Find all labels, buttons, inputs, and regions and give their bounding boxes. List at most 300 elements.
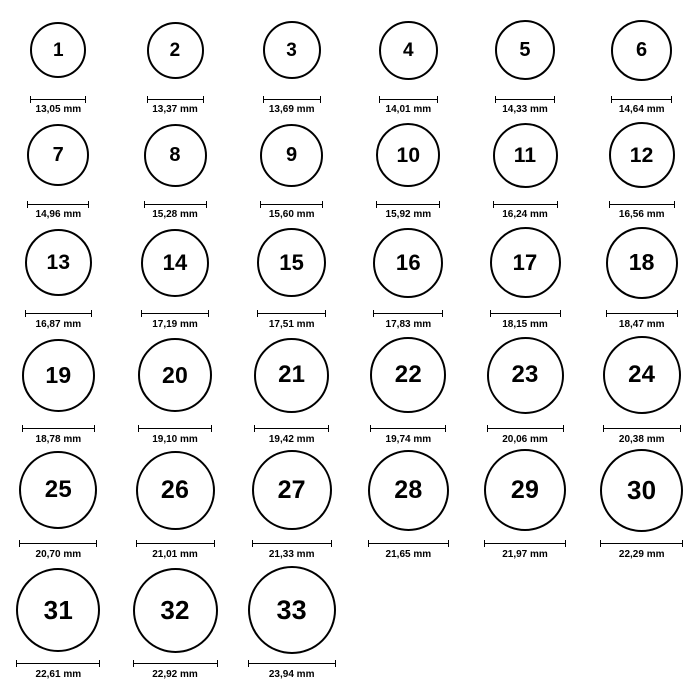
ring-size-cell[interactable] [117,445,234,565]
diameter-label: 19,10 mm [152,434,198,445]
ring-size-cell[interactable] [233,220,350,330]
measure-line [376,204,440,205]
ring-size-number: 24 [628,361,656,388]
measure-tick-left [136,540,137,547]
size-row [0,115,700,220]
ring-size-number: 30 [627,475,657,505]
ring-size-number: 32 [160,595,190,625]
ring-size-cell[interactable] [350,445,467,565]
diameter-label: 13,69 mm [268,104,315,115]
ring-size-number: 31 [43,595,73,625]
measure-line [484,543,566,544]
ring-size-number: 10 [396,143,421,167]
measure-tick-left [22,425,23,432]
measure-line [22,428,95,429]
ring-size-number: 4 [402,39,414,61]
ring-circle-wrap [19,445,97,535]
measure-tick-left [611,96,612,103]
diameter-label: 21,65 mm [385,549,432,560]
measure-tick-right [208,310,209,317]
ring-size-number: 19 [45,361,72,388]
ring-size-cell[interactable] [0,10,117,115]
ring-circle [493,123,558,188]
diameter-label: 15,92 mm [385,209,432,220]
measure-line [141,313,209,314]
diameter-label: 21,97 mm [502,549,548,560]
diameter-label: 17,51 mm [268,319,315,330]
measure-tick-right [328,425,329,432]
diameter-label: 20,06 mm [502,434,548,445]
ring-circle-wrap [263,10,321,91]
size-row [0,330,700,445]
measure-tick-left [600,540,601,547]
ring-size-cell[interactable] [117,565,234,680]
diameter-label: 13,05 mm [35,104,82,115]
ring-size-cell[interactable] [467,115,584,220]
diameter-measure-bar [138,425,212,432]
ring-circle [248,566,336,654]
ring-size-number: 21 [278,361,306,388]
ring-circle [600,449,683,532]
ring-circle-wrap [248,565,336,655]
ring-circle [368,450,449,531]
measure-tick-left [25,310,26,317]
measure-tick-right [439,201,440,208]
ring-size-number: 2 [169,39,181,61]
measure-tick-right [565,540,566,547]
size-row [0,10,700,115]
ring-circle [495,20,555,80]
measure-line [370,428,446,429]
measure-tick-left [376,201,377,208]
ring-circle [603,336,681,414]
diameter-measure-bar [493,201,558,207]
ring-size-number: 28 [394,475,423,504]
ring-circle [609,122,675,188]
measure-tick-right [99,660,100,667]
empty-cell [583,565,700,680]
measure-tick-right [442,310,443,317]
ring-size-cell[interactable] [117,10,234,115]
ring-circle [254,338,329,413]
measure-tick-right [335,660,336,667]
ring-size-cell[interactable] [350,330,467,445]
ring-circle-wrap [495,10,555,91]
diameter-measure-bar [606,310,678,317]
measure-tick-left [370,425,371,432]
ring-size-cell[interactable] [583,10,700,115]
ring-size-cell[interactable] [0,115,117,220]
diameter-measure-bar [144,201,207,207]
diameter-label: 19,74 mm [385,434,432,445]
measure-tick-right [322,201,323,208]
diameter-label: 16,24 mm [502,209,548,220]
ring-size-cell[interactable] [350,10,467,115]
measure-tick-left [490,310,491,317]
ring-size-cell[interactable] [0,565,117,680]
diameter-measure-bar [22,425,95,432]
ring-circle [25,229,92,296]
diameter-label: 16,87 mm [35,319,82,330]
measure-tick-left [16,660,17,667]
ring-size-number: 1 [52,39,64,61]
ring-circle-wrap [490,220,561,305]
diameter-label: 23,94 mm [268,669,315,680]
measure-tick-right [85,96,86,103]
diameter-measure-bar [373,310,443,317]
diameter-measure-bar [379,96,438,102]
diameter-label: 18,47 mm [618,319,665,330]
ring-size-number: 11 [513,143,537,167]
measure-line [138,428,212,429]
ring-circle [606,227,678,299]
ring-size-number: 23 [511,361,539,388]
measure-line [254,428,329,429]
ring-circle [379,21,438,80]
measure-line [490,313,561,314]
measure-tick-left [19,540,20,547]
ring-size-number: 20 [162,361,188,388]
ring-size-number: 22 [394,361,422,388]
measure-tick-left [603,425,604,432]
diameter-label: 18,78 mm [35,434,82,445]
diameter-measure-bar [263,96,321,102]
ring-circle-wrap [609,115,675,196]
ring-size-cell[interactable] [583,220,700,330]
ring-circle [19,451,97,529]
ring-circle-wrap [22,330,95,420]
measure-line [133,663,218,664]
measure-line [263,99,321,100]
measure-tick-right [91,310,92,317]
measure-tick-right [320,96,321,103]
ring-size-number: 27 [277,475,306,504]
measure-line [493,204,558,205]
ring-circle-wrap [254,330,329,420]
diameter-measure-bar [147,96,204,102]
ring-circle [30,22,86,78]
ring-circle [138,338,212,412]
ring-size-cell[interactable] [350,220,467,330]
measure-line [606,313,678,314]
ring-circle-wrap [260,115,323,196]
measure-tick-right [560,310,561,317]
ring-circle [27,124,89,186]
ring-circle-wrap [25,220,92,305]
diameter-label: 15,60 mm [268,209,315,220]
diameter-measure-bar [611,96,672,102]
ring-circle [252,450,332,530]
ring-size-cell[interactable] [117,220,234,330]
measure-line [30,99,86,100]
measure-tick-right [88,201,89,208]
ring-size-cell[interactable] [583,115,700,220]
measure-tick-left [144,201,145,208]
measure-tick-right [557,201,558,208]
measure-tick-right [680,425,681,432]
diameter-label: 16,56 mm [618,209,665,220]
size-row [0,220,700,330]
diameter-measure-bar [376,201,440,207]
size-row [0,565,700,680]
diameter-label: 17,83 mm [385,319,432,330]
ring-circle [490,227,561,298]
diameter-label: 22,61 mm [35,669,82,680]
diameter-label: 14,64 mm [618,104,665,115]
measure-tick-left [252,540,253,547]
ring-size-number: 3 [286,39,298,61]
measure-tick-right [445,425,446,432]
ring-circle [22,339,95,412]
ring-circle-wrap [487,330,564,420]
ring-circle [133,568,218,653]
measure-tick-left [260,201,261,208]
ring-circle [370,337,446,413]
measure-tick-left [138,425,139,432]
measure-tick-left [379,96,380,103]
measure-tick-left [263,96,264,103]
measure-line [368,543,449,544]
diameter-measure-bar [133,660,218,667]
ring-size-cell[interactable] [467,330,584,445]
ring-size-cell[interactable] [0,220,117,330]
diameter-measure-bar [484,540,566,547]
ring-circle-wrap [257,220,326,305]
ring-size-number: 9 [286,144,298,167]
ring-size-number: 5 [519,39,531,62]
ring-size-number: 25 [44,476,72,503]
diameter-measure-bar [136,540,215,547]
measure-line [27,204,89,205]
ring-size-number: 29 [510,475,540,504]
measure-tick-right [682,540,683,547]
diameter-measure-bar [141,310,209,317]
diameter-measure-bar [603,425,681,432]
diameter-measure-bar [27,201,89,207]
diameter-label: 14,96 mm [35,209,82,220]
measure-tick-right [331,540,332,547]
measure-line [495,99,555,100]
diameter-label: 14,01 mm [385,104,432,115]
diameter-label: 18,15 mm [502,319,548,330]
diameter-measure-bar [252,540,332,547]
measure-tick-right [563,425,564,432]
ring-circle [373,228,443,298]
ring-size-number: 14 [162,249,188,275]
diameter-label: 19,42 mm [268,434,315,445]
measure-tick-left [257,310,258,317]
measure-tick-right [211,425,212,432]
diameter-label: 21,01 mm [152,549,198,560]
measure-tick-left [248,660,249,667]
measure-tick-left [368,540,369,547]
ring-circle [263,21,321,79]
ring-circle-wrap [493,115,558,196]
ring-size-number: 8 [169,144,181,167]
diameter-measure-bar [370,425,446,432]
ring-circle-wrap [16,565,100,655]
measure-tick-right [214,540,215,547]
ring-size-number: 33 [276,594,307,625]
empty-cell [467,565,584,680]
measure-line [16,663,100,664]
ring-size-cell[interactable] [233,330,350,445]
measure-line [136,543,215,544]
measure-tick-right [671,96,672,103]
measure-tick-left [493,201,494,208]
ring-size-cell[interactable] [117,330,234,445]
ring-circle-wrap [27,115,89,196]
measure-tick-left [484,540,485,547]
ring-size-cell[interactable] [467,220,584,330]
measure-line [252,543,332,544]
ring-circle-wrap [600,445,683,535]
diameter-measure-bar [30,96,86,102]
ring-circle-wrap [30,10,86,91]
measure-tick-left [30,96,31,103]
ring-size-cell[interactable] [583,330,700,445]
diameter-measure-bar [25,310,92,317]
measure-tick-right [674,201,675,208]
ring-circle-wrap [133,565,218,655]
ring-circle [141,229,209,297]
ring-circle-wrap [252,445,332,535]
measure-line [260,204,323,205]
measure-tick-left [606,310,607,317]
ring-size-cell[interactable] [0,330,117,445]
ring-size-cell[interactable] [233,10,350,115]
diameter-label: 21,33 mm [268,549,315,560]
ring-circle-wrap [376,115,440,196]
measure-line [25,313,92,314]
ring-size-cell[interactable] [467,10,584,115]
ring-size-cell[interactable] [350,115,467,220]
ring-circle-wrap [141,220,209,305]
ring-size-cell[interactable] [467,445,584,565]
diameter-measure-bar [19,540,97,547]
ring-circle [611,20,672,81]
measure-line [611,99,672,100]
diameter-measure-bar [257,310,326,317]
diameter-measure-bar [600,540,683,547]
measure-tick-left [609,201,610,208]
diameter-measure-bar [368,540,449,547]
measure-tick-right [437,96,438,103]
diameter-measure-bar [16,660,100,667]
ring-size-cell[interactable] [117,115,234,220]
measure-tick-left [254,425,255,432]
measure-line [600,543,683,544]
measure-tick-right [203,96,204,103]
ring-circle-wrap [373,220,443,305]
ring-circle-wrap [606,220,678,305]
measure-tick-right [325,310,326,317]
measure-tick-right [448,540,449,547]
measure-tick-left [27,201,28,208]
diameter-label: 15,28 mm [152,209,198,220]
measure-tick-right [554,96,555,103]
diameter-label: 22,92 mm [152,669,198,680]
diameter-label: 22,29 mm [618,549,665,560]
ring-circle-wrap [136,445,215,535]
ring-size-number: 12 [629,143,654,167]
ring-circle [144,124,207,187]
diameter-measure-bar [487,425,564,432]
diameter-label: 14,33 mm [502,104,548,115]
ring-circle [16,568,100,652]
measure-line [487,428,564,429]
ring-circle-wrap [370,330,446,420]
diameter-label: 20,70 mm [35,549,82,560]
ring-circle-wrap [379,10,438,91]
ring-circle-wrap [138,330,212,420]
ring-circle-wrap [144,115,207,196]
ring-size-cell[interactable] [233,115,350,220]
measure-line [379,99,438,100]
ring-size-cell[interactable] [233,445,350,565]
measure-tick-left [373,310,374,317]
ring-circle-wrap [603,330,681,420]
ring-circle [376,123,440,187]
measure-line [373,313,443,314]
ring-circle [260,124,323,187]
measure-line [19,543,97,544]
diameter-label: 13,37 mm [152,104,198,115]
ring-circle [136,451,215,530]
ring-circle-wrap [368,445,449,535]
diameter-measure-bar [254,425,329,432]
ring-size-cell[interactable] [233,565,350,680]
ring-circle [147,22,204,79]
measure-tick-right [677,310,678,317]
ring-circle [257,228,326,297]
diameter-measure-bar [260,201,323,207]
ring-circle-wrap [147,10,204,91]
diameter-measure-bar [609,201,675,207]
ring-size-number: 13 [46,251,71,275]
measure-line [257,313,326,314]
measure-tick-left [133,660,134,667]
diameter-measure-bar [495,96,555,102]
measure-line [609,204,675,205]
measure-line [603,428,681,429]
diameter-measure-bar [490,310,561,317]
diameter-label: 17,19 mm [152,319,198,330]
size-row [0,445,700,565]
empty-cell [350,565,467,680]
measure-tick-right [96,540,97,547]
ring-size-number: 6 [636,39,648,62]
measure-tick-left [147,96,148,103]
measure-tick-right [217,660,218,667]
ring-size-number: 26 [160,475,190,504]
measure-line [144,204,207,205]
measure-tick-left [495,96,496,103]
diameter-label: 20,38 mm [618,434,665,445]
ring-circle [487,337,564,414]
ring-circle [484,449,566,531]
ring-size-number: 15 [279,249,305,275]
measure-tick-left [487,425,488,432]
ring-size-number: 17 [512,249,538,275]
ring-circle-wrap [484,445,566,535]
ring-size-cell[interactable] [0,445,117,565]
measure-tick-right [94,425,95,432]
measure-line [248,663,336,664]
measure-tick-left [141,310,142,317]
measure-tick-right [206,201,207,208]
ring-size-cell[interactable] [583,445,700,565]
